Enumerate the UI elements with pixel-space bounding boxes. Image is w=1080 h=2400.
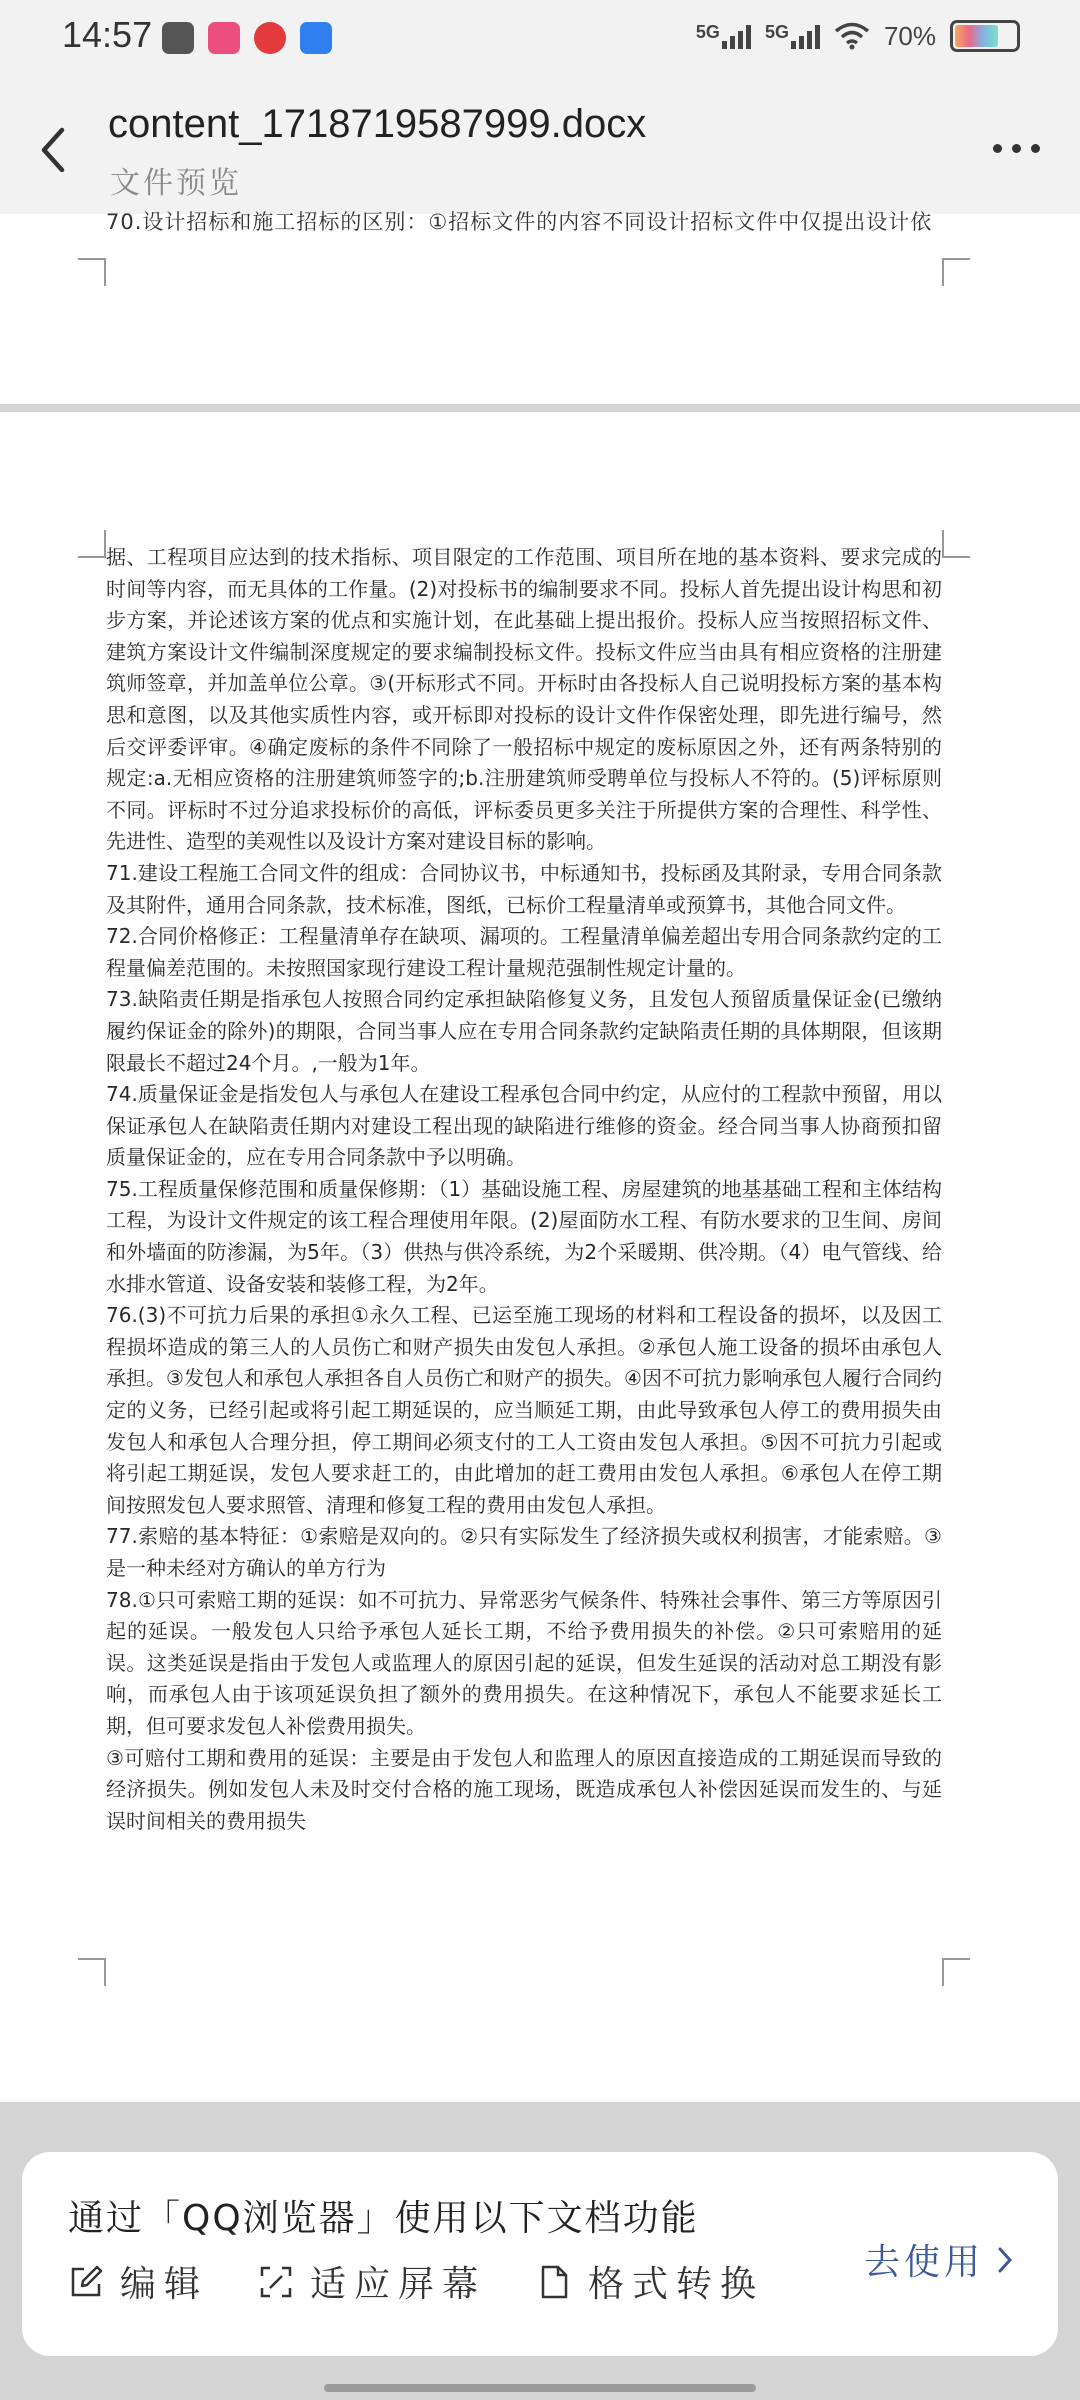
paragraph: 据、工程项目应达到的技术指标、项目限定的工作范围、项目所在地的基本资料、要求完成的时间等内容，而无具体的工作量。(2)对投标书的编制要求不同。投标人首先提出设计构思和初步方案，并论述该方案的优点和实施计划，在此基础上提出报价。投标人应当按照招标文件、建筑方案设计文件编制深度规定的要求编制投标文件。投标文件应当由具有相应资格的注册建筑师签章，并加盖单位公章。③(开标形式不同。开标时由各投标人自己说明投标方案的基本构思和意图，以及其他实质性内容，或开标即对投标的设计文件作保密处理，即先进行编号，然后交评委评审。④确定废标的条件不同除了一般招标中规定的废标原因之外，还有两条特别的规定:a.无相应资格的注册建筑师签字的;b.注册建筑师受聘单位与投标人不符的。(5)评标原则不同。评标时不过分追求投标价的高低，评标委员更多关注于所提供方案的合理性、科学性、先进性、造型的美观性以及设计方案对建设目标的影响。 (106, 545, 942, 854)
page-corner-mark (78, 530, 106, 558)
app-icon-blue (300, 22, 332, 54)
signal-bars-icon (722, 23, 751, 49)
netease-music-icon (254, 22, 286, 54)
signal-2: 5G (765, 23, 820, 49)
paragraph: 77.索赔的基本特征：①索赔是双向的。②只有实际发生了经济损失或权利损害，才能索赔。③是一种未经对方确认的单方行为 (106, 1524, 942, 1580)
document-title: content_1718719587999.docx (108, 102, 647, 146)
back-icon[interactable] (34, 122, 74, 178)
promo-message: 通过「QQ浏览器」使用以下文档功能 (68, 2198, 699, 2239)
paragraph: 73.缺陷责任期是指承包人按照合同约定承担缺陷修复义务，且发包人预留质量保证金(已缴纳履约保证金的除外)的期限，合同当事人应在专用合同条款约定缺陷责任期的具体期限，但该期限最长不超过24个月。,一般为1年。 (106, 987, 942, 1075)
page-corner-mark (78, 1958, 106, 1986)
document-subtitle: 文件预览 (110, 166, 242, 201)
battery-fill (955, 25, 998, 47)
status-right (696, 20, 1020, 52)
paragraph: ③可赔付工期和费用的延误：主要是由于发包人和监理人的原因直接造成的工期延误而导致的经济损失。例如发包人未及时交付合格的施工现场，既造成承包人补偿因延误而发生的、与延误时间相关的费用损失 (106, 1745, 942, 1833)
signal-bars-icon (791, 23, 820, 49)
paragraph: 74.质量保证金是指发包人与承包人在建设工程承包合同中约定，从应付的工程款中预留，用以保证承包人在缺陷责任期内对建设工程出现的缺陷进行维修的资金。经合同当事人协商预扣留质量保证金的，应在专用合同条款中予以明确。 (106, 1082, 942, 1170)
app-header (0, 80, 1080, 214)
chevron-right-icon (996, 2245, 1014, 2275)
edit-action[interactable]: 编辑 (68, 2256, 208, 2307)
battery-text: 70% (883, 20, 936, 51)
fit-screen-action[interactable]: 适应屏幕 (258, 2256, 486, 2307)
page-corner-mark (942, 258, 970, 286)
format-convert-action[interactable]: 格式转换 (536, 2256, 764, 2307)
go-use-button[interactable]: 去使用 (864, 2234, 1014, 2285)
wifi-icon (834, 22, 870, 50)
paragraph: 76.(3)不可抗力后果的承担①永久工程、已运至施工现场的材料和工程设备的损坏，以及因工程损坏造成的第三人的人员伤亡和财产损失由发包人承担。②承包人施工设备的损坏由承包人承担。③发包人和承包人承担各自人员伤亡和财产的损失。④因不可抗力影响承包人履行合同约定的义务，已经引起或将引起工期延误的，应当顺延工期，由此导致承包人停工的费用损失由发包人和承包人合理分担，停工期间必须支付的工人工资由发包人承担。⑤因不可抗力引起或将引起工期延误，发包人要求赶工的，由此增加的赶工费用由发包人承担。⑥承包人在停工期间按照发包人要求照管、清理和修复工程的费用由发包人承担。 (106, 1303, 942, 1517)
signal-1: 5G (696, 23, 751, 49)
status-time: 14:57 (62, 14, 153, 55)
paragraph: 71.建设工程施工合同文件的组成：合同协议书，中标通知书，投标函及其附录，专用合同条款及其附件，通用合同条款，技术标准，图纸，已标价工程量清单或预算书，其他合同文件。 (106, 860, 942, 917)
square-icon (162, 22, 194, 54)
document-body (106, 542, 942, 1837)
partial-text-line: 70.设计招标和施工招标的区别：①招标文件的内容不同设计招标文件中仅提出设计依 (106, 210, 933, 234)
more-options-icon[interactable] (993, 144, 1040, 153)
page-corner-mark (942, 530, 970, 558)
app-icon-pink (208, 22, 240, 54)
home-indicator[interactable] (324, 2384, 756, 2392)
page-corner-mark (78, 258, 106, 286)
paragraph: 75.工程质量保修范围和质量保修期：（1）基础设施工程、房屋建筑的地基基础工程和主体结构工程，为设计文件规定的该工程合理使用年限。(2)屋面防水工程、有防水要求的卫生间、房间和外墙面的防渗漏，为5年。（3）供热与供冷系统，为2个采暖期、供冷期。（4）电气管线、给水排水管道、设备安装和装修工程，为2年。 (106, 1176, 942, 1296)
edit-icon (68, 2264, 104, 2300)
document-page (0, 412, 1080, 2102)
qq-browser-promo-card (22, 2152, 1058, 2356)
fit-screen-icon (258, 2264, 294, 2300)
paragraph: 72.合同价格修正：工程量清单存在缺项、漏项的。工程量清单偏差超出专用合同条款约定的工程量偏差范围的。未按照国家现行建设工程计量规范强制性规定计量的。 (106, 924, 942, 980)
battery-icon (950, 20, 1020, 52)
document-page (0, 210, 1080, 404)
paragraph: 78.①只可索赔工期的延误：如不可抗力、异常恶劣气候条件、特殊社会事件、第三方等原因引起的延误。一般发包人只给予承包人延长工期，不给予费用损失的补偿。②只可索赔用的延误。这类延误是指由于发包人或监理人的原因引起的延误，但发生延误的活动对总工期没有影响，而承包人由于该项延误负担了额外的费用损失。在这种情况下，承包人不能要求延长工期，但可要求发包人补偿费用损失。 (106, 1587, 942, 1738)
promo-actions (68, 2256, 764, 2307)
status-bar (0, 0, 1080, 80)
file-convert-icon (536, 2264, 572, 2300)
notification-icons (162, 22, 332, 54)
page-corner-mark (942, 1958, 970, 1986)
